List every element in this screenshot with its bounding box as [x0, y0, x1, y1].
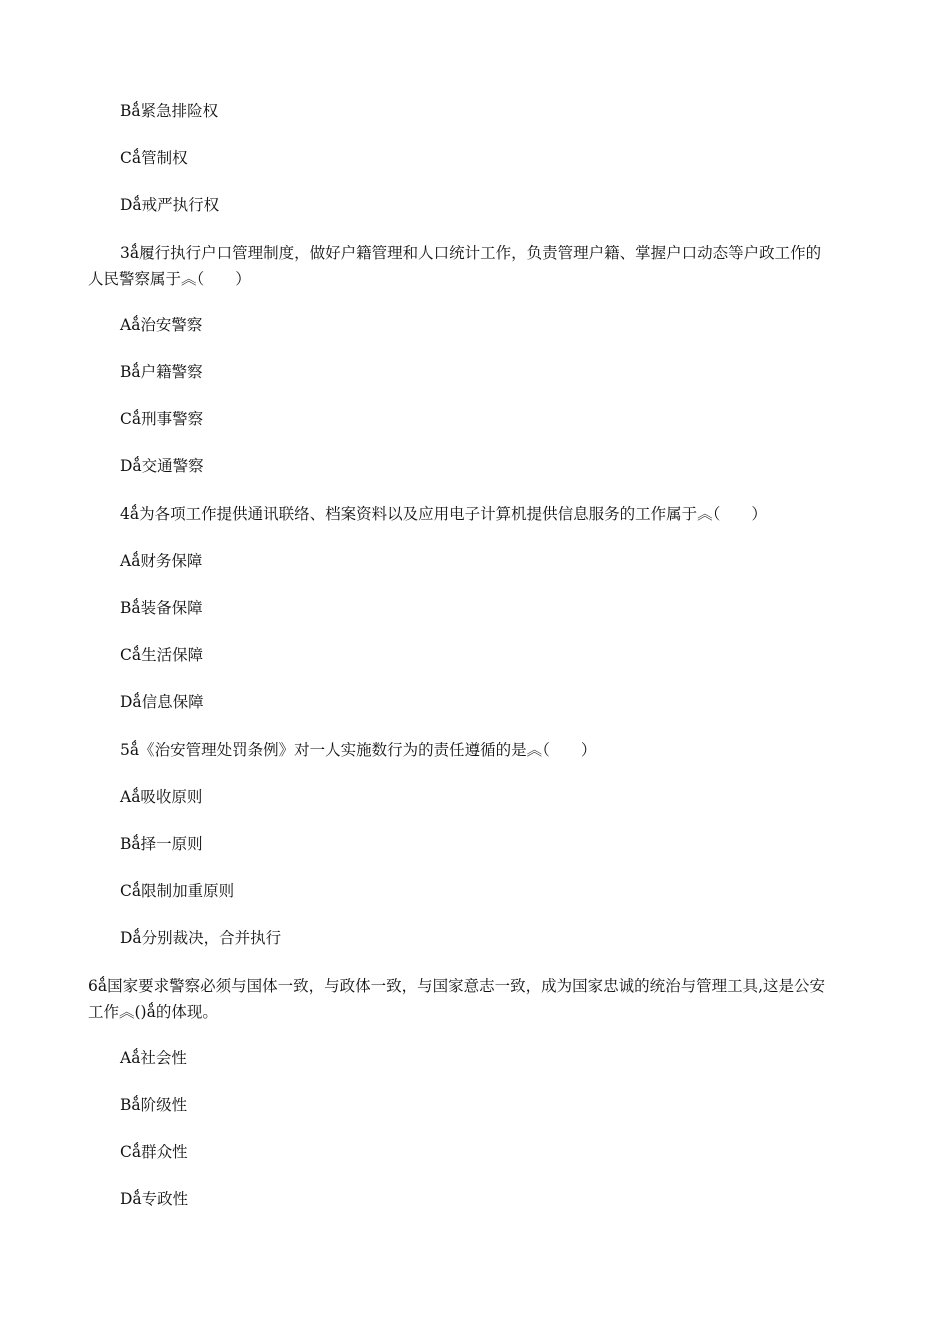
option-c-q6: Cǻ群众性: [120, 1143, 188, 1161]
option-c-q4: Cǻ生活保障: [120, 646, 204, 664]
option-c-q3: Cǻ刑事警察: [120, 410, 204, 428]
option-a-q6: Aǻ社会性: [120, 1049, 187, 1067]
option-a-q3: Aǻ治安警察: [120, 316, 203, 334]
option-d-q5: Dǻ分别裁决，合并执行: [120, 929, 282, 947]
option-b-q4: Bǻ装备保障: [120, 599, 203, 617]
question-6-line-1: 6ǻ国家要求警察必须与国体一致，与政体一致，与国家意志一致，成为国家忠诚的统治与管理工具,这是公安: [88, 977, 826, 995]
option-a-q4: Aǻ财务保障: [120, 552, 203, 570]
option-d-q3: Dǻ交通警察: [120, 457, 204, 475]
question-3-line-1: 3ǻ履行执行户口管理制度，做好户籍管理和人口统计工作，负责管理户籍、掌握户口动态等户政工作的: [120, 244, 822, 262]
option-b-q3: Bǻ户籍警察: [120, 363, 203, 381]
option-b-q2: Bǻ紧急排险权: [120, 102, 219, 120]
option-d-q6: Dǻ专政性: [120, 1190, 189, 1208]
option-a-q5: Aǻ吸收原则: [120, 788, 203, 806]
option-d-q2: Dǻ戒严执行权: [120, 196, 220, 214]
question-6-line-2: 工作︽()ǻ的体现。: [88, 1003, 218, 1021]
question-3-line-2: 人民警察属于︽（ ）: [88, 270, 251, 288]
question-5: 5ǻ《治安管理处罚条例》对一人实施数行为的责任遵循的是︽（ ）: [120, 741, 597, 759]
option-b-q5: Bǻ择一原则: [120, 835, 203, 853]
option-d-q4: Dǻ信息保障: [120, 693, 204, 711]
question-4: 4ǻ为各项工作提供通讯联络、档案资料以及应用电子计算机提供信息服务的工作属于︽（ ）: [120, 505, 767, 523]
option-c-q2: Cǻ管制权: [120, 149, 188, 167]
option-c-q5: Cǻ限制加重原则: [120, 882, 235, 900]
option-b-q6: Bǻ阶级性: [120, 1096, 188, 1114]
